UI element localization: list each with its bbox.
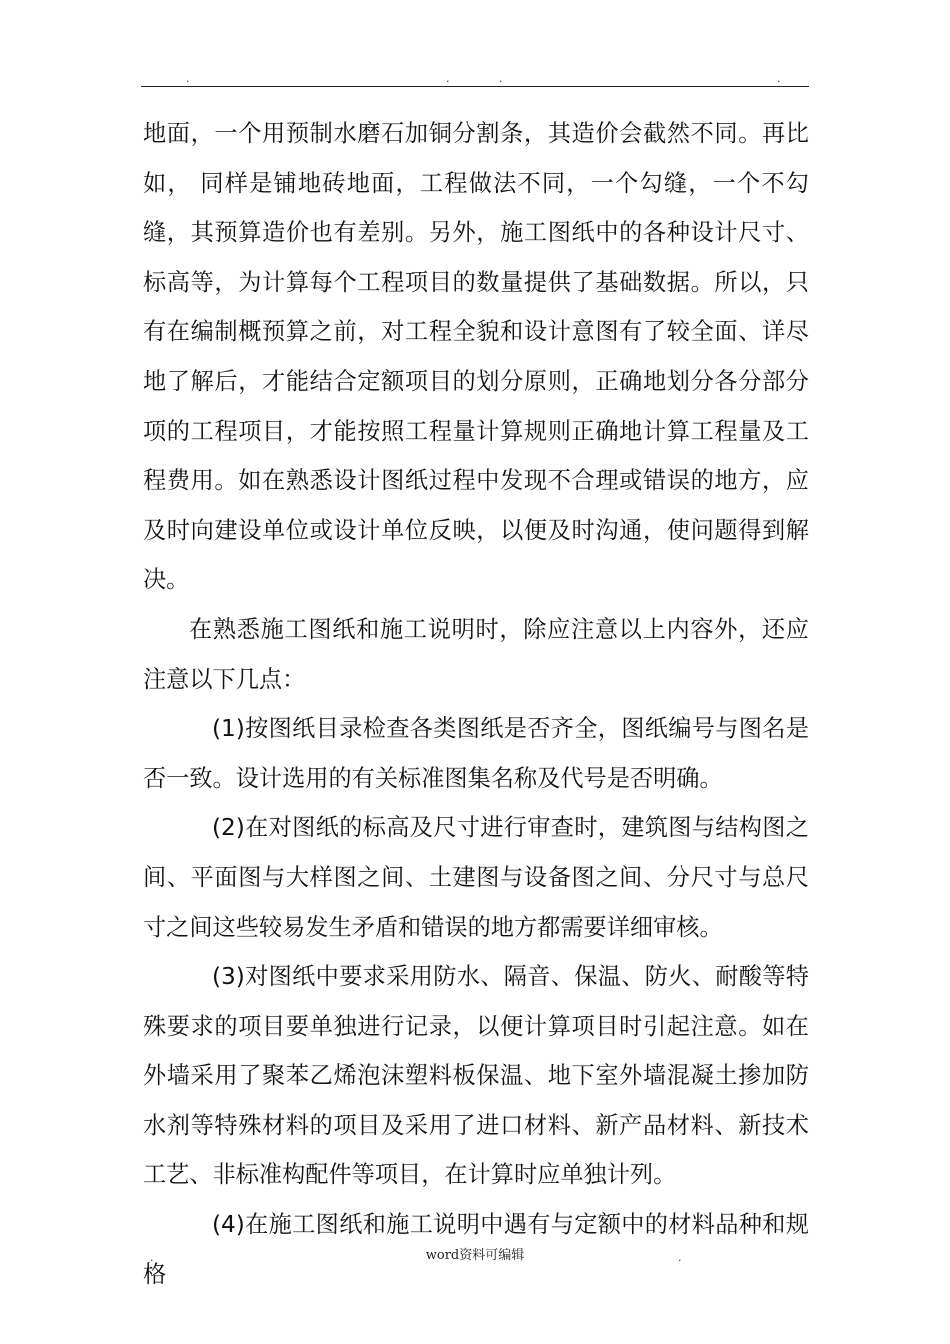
header-mark: . bbox=[446, 72, 450, 85]
list-item: (3)对图纸中要求采用防水、隔音、保温、防火、耐酸等特殊要求的项目要单独进行记录，以便计算项目时引起注意。如在外墙采用了聚苯乙烯泡沫塑料板保温、地下室外墙混凝土掺加防水剂等特殊材料的项目及采用了进口材料、新产品材料、新技术工艺、非标准构配件等项目，在计算时应单独计列。 bbox=[143, 963, 809, 1189]
body-paragraph: 地面，一个用预制水磨石加铜分割条，其造价会截然不同。再比如， 同样是铺地砖地面，工程做法不同，一个勾缝，一个不勾缝，其预算造价也有差别。另外，施工图纸中的各种设计尺寸、标高等，为计算每个工程项目的数量提供了基础数据。所以，只有在编制概预算之前，对工程全貌和设计意图有了较全面、详尽地了解后，才能结合定额项目的划分原则，正确地划分各分部分项的工程项目，才能按照工程量计算规则正确地计算工程量及工程费用。如在熟悉设计图纸过程中发现不合理或错误的地方，应及时向建设单位或设计单位反映，以便及时沟通，使问题得到解决。 bbox=[143, 120, 809, 594]
header-mark: . bbox=[777, 72, 781, 85]
list-item: (1)按图纸目录检查各类图纸是否齐全，图纸编号与图名是否一致。设计选用的有关标准图集名称及代号是否明确。 bbox=[143, 715, 809, 792]
list-item: (2)在对图纸的标高及尺寸进行审查时，建筑图与结构图之间、平面图与大样图之间、土建图与设备图之间、分尺寸与总尺寸之间这些较易发生矛盾和错误的地方都需要详细审核。 bbox=[143, 814, 809, 941]
body-paragraph: 在熟悉施工图纸和施工说明时，除应注意以上内容外，还应注意以下几点： bbox=[143, 615, 809, 693]
footer-mark: . bbox=[150, 1251, 154, 1264]
header-mark: . bbox=[186, 72, 190, 85]
list-item: (4)在施工图纸和施工说明中遇有与定额中的材料品种和规格 bbox=[143, 1211, 809, 1288]
header-mark: . bbox=[499, 72, 503, 85]
footer-mark: . bbox=[678, 1251, 682, 1264]
header-divider bbox=[141, 86, 809, 87]
document-body bbox=[143, 109, 809, 1299]
footer-caption: word资料可编辑 bbox=[425, 1248, 525, 1263]
